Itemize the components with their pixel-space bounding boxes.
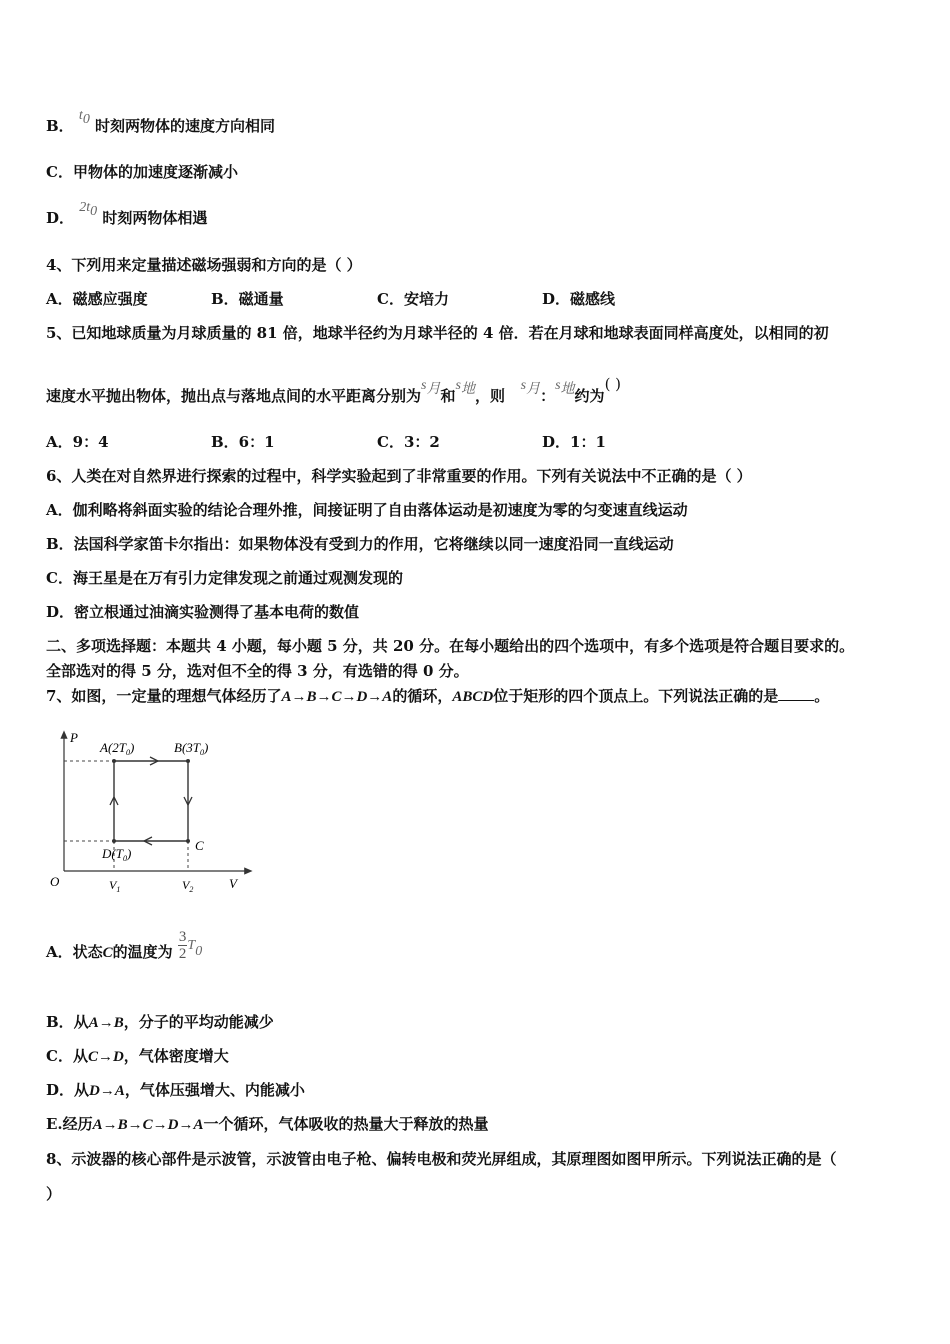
q7-d-var: D→A (89, 1083, 125, 1099)
label-v2: $V_2$ (182, 878, 194, 894)
q7-e-pre: E.经历 (46, 1115, 93, 1133)
q7-b-post: ，分子的平均动能减少 (123, 1013, 274, 1031)
q5-s-moon: s (421, 378, 427, 393)
q5-stem-line2 (46, 375, 622, 412)
label-v1: $V_1$ (109, 878, 121, 894)
q6-option-b: B．法国科学家笛卡尔指出：如果物体没有受到力的作用，它将继续以同一速度沿同一直线运动 (46, 535, 674, 553)
q7-pv-graph (44, 726, 254, 898)
label-a: $A(2T_0)$ (100, 740, 135, 757)
label-b: $B(3T_0)$ (174, 740, 209, 757)
q7-answer-blank (778, 686, 814, 701)
q5-option-d: D．1：1 (542, 433, 606, 451)
q7-e-var: A→B→C→D→A (92, 1117, 204, 1133)
q3-d-t: t (86, 200, 91, 215)
q7-a-den: 2 (178, 945, 187, 962)
q5-option-b: B．6：1 (211, 433, 275, 451)
label-d: $D(T_0)$ (102, 846, 132, 863)
q7-option-e (46, 1114, 489, 1135)
q3-option-b-label: B． (46, 117, 74, 135)
q6-option-c: C．海王星是在万有引力定律发现之前通过观测发现的 (46, 569, 403, 587)
q7-stem-end: 。 (814, 687, 830, 705)
q7-abcd: ABCD (452, 689, 494, 705)
q6-stem: 6、人类在对自然界进行探索的过程中，科学实验起到了非常重要的作用。下列有关说法中不正确的是（ ） (46, 467, 752, 485)
q5-moon-sub: 月 (426, 382, 441, 397)
q4-option-d: D．磁感线 (542, 290, 616, 308)
q7-e-post: 一个循环，气体吸收的热量大于释放的热量 (203, 1115, 489, 1133)
q3-option-d-text: 时刻两物体相遇 (102, 209, 208, 227)
q7-a-num: 3 (178, 928, 187, 945)
q7-option-a (46, 930, 202, 974)
q4-option-c: C．安培力 (377, 290, 449, 308)
q3-option-d (46, 200, 208, 234)
q3-b-t: t (78, 108, 83, 123)
q7-d-post: ，气体压强增大、内能减小 (124, 1081, 305, 1099)
q7-a-T: T (187, 938, 196, 953)
q7-option-b (46, 1012, 274, 1033)
label-origin: O (50, 874, 60, 889)
q5-stem-line1: 5、已知地球质量为月球质量的 81 倍，地球半径约为月球半径的 4 倍．若在月球和地球表面同样高度处，以相同的初 (46, 324, 829, 342)
q7-stem-post: 位于矩形的四个顶点上。下列说法正确的是 (493, 687, 779, 705)
q7-c-var: C→D (87, 1049, 124, 1065)
q7-a-var: C (102, 945, 113, 961)
q7-c-post: ，气体密度增大 (123, 1047, 229, 1065)
q7-b-var: A→B (88, 1015, 124, 1031)
q7-a-mid: 的温度为 (112, 943, 173, 961)
q3-option-c: C．甲物体的加速度逐渐减小 (46, 163, 238, 181)
q5-earth-sub: 地 (460, 382, 475, 397)
q7-d-pre: D．从 (46, 1081, 90, 1099)
q7-stem-mid: 的循环， (392, 687, 453, 705)
label-p: P (70, 730, 78, 745)
q5-option-a: A．9：4 (46, 433, 109, 451)
q3-option-b (46, 108, 276, 142)
q4-option-b: B．磁通量 (211, 290, 284, 308)
q5-earth-sub-2: 地 (560, 382, 575, 397)
q7-stem-pre: 7、如图，一定量的理想气体经历了 (46, 687, 282, 705)
q5-paren: ( ) (604, 375, 622, 393)
q5-option-c: C．3：2 (377, 433, 440, 451)
label-c: C (195, 838, 204, 853)
section2-line2: 全部选对的得 5 分，选对但不全的得 3 分，有选错的得 0 分。 (46, 662, 469, 680)
q7-a-Tsub: 0 (195, 944, 203, 959)
q3-option-d-label: D． (46, 209, 75, 227)
q7-a-fraction (178, 929, 188, 962)
q8-stem-line2: ） (46, 1185, 62, 1203)
q4-option-a: A．磁感应强度 (46, 290, 148, 308)
point-b (186, 759, 190, 763)
q5-colon: ： (540, 387, 556, 405)
q7-option-c (46, 1046, 229, 1067)
q7-option-d (46, 1080, 305, 1101)
q3-b-t-sub: 0 (82, 112, 90, 127)
q7-b-pre: B．从 (46, 1013, 89, 1031)
section2-line1: 二、多项选择题：本题共 4 小题，每小题 5 分，共 20 分。在每小题给出的四个选项中，有多个选项是符合题目要求的。 (46, 637, 855, 655)
q8-stem-line1: 8、示波器的核心部件是示波管，示波管由电子枪、偏转电极和荧光屏组成，其原理图如图甲所示。下列说法正确的是（ (46, 1150, 837, 1168)
q5-then: ，则 (474, 387, 505, 405)
q3-d-t-sub: 0 (90, 204, 98, 219)
point-a (112, 759, 116, 763)
label-v: V (229, 876, 237, 891)
q7-a-pre: A．状态 (46, 943, 103, 961)
q5-s-earth: s (455, 378, 461, 393)
q5-about: 约为 (574, 387, 605, 405)
q5-moon-sub-2: 月 (526, 382, 541, 397)
q3-option-b-text: 时刻两物体的速度方向相同 (95, 117, 276, 135)
q6-option-d: D．密立根通过油滴实验测得了基本电荷的数值 (46, 603, 360, 621)
q7-stem (46, 686, 829, 707)
q4-stem: 4、下列用来定量描述磁场强弱和方向的是（ ） (46, 256, 362, 274)
q6-option-a: A．伽利略将斜面实验的结论合理外推，间接证明了自由落体运动是初速度为零的匀变速直线运动 (46, 501, 688, 519)
q7-cycle: A→B→C→D→A (281, 689, 393, 705)
q5-stem-line2-text: 速度水平抛出物体，抛出点与落地点间的水平距离分别为 (46, 387, 422, 405)
point-c (186, 839, 190, 843)
q5-s-earth-2: s (555, 378, 561, 393)
point-d (112, 839, 116, 843)
q5-and: 和 (440, 387, 456, 405)
q3-d-coef: 2 (79, 200, 87, 215)
q7-c-pre: C．从 (46, 1047, 88, 1065)
q5-s-moon-2: s (520, 378, 527, 393)
